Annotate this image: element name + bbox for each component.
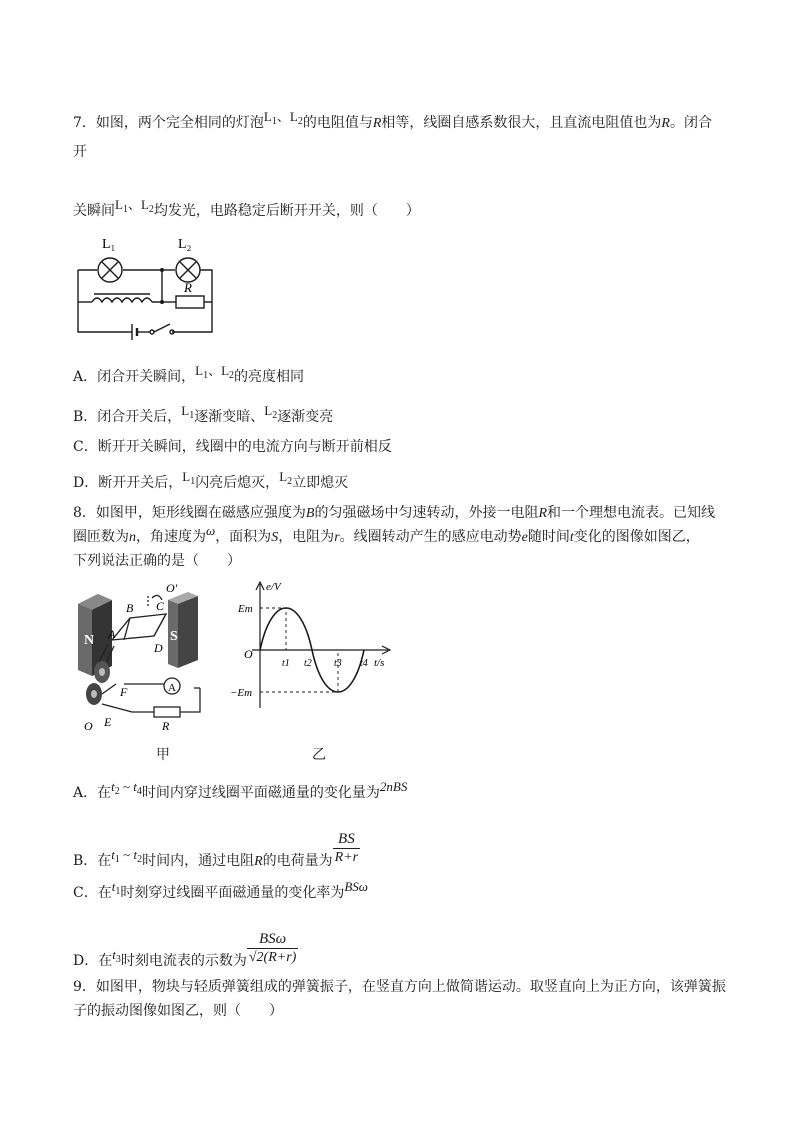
q8-option-b-fraction: $\frac{BS}{R+r}$ — [334, 831, 359, 865]
svg-text:t4: t4 — [360, 658, 368, 669]
caption-yi: 乙 — [312, 747, 326, 763]
caption-jia: 甲 — [156, 747, 170, 763]
q8-stem-line3: 下列说法正确的是（ ） — [73, 553, 241, 569]
svg-text:t1: t1 — [282, 658, 290, 669]
q8-option-d: D．在$t_3$时刻电流表的示数为 $\frac{\text{BSω}}{√2(R+r)}$ — [73, 931, 297, 969]
svg-text:F: F — [120, 685, 128, 699]
q7-option-c: C．断开开关瞬间，线圈中的电流方向与断开前相反 — [73, 439, 392, 455]
q8-option-a: A．在$t_2$ ~ $t_4$时间内穿过线圈平面磁通量的变化量为2nBS — [73, 779, 408, 801]
q8-option-c: C．在$t_1$时刻穿过线圈平面磁通量的变化率为BSω — [73, 879, 368, 901]
q7-option-a: A．闭合开关瞬间，$L_1$、$L_2$的亮度相同 — [73, 363, 305, 385]
svg-text:O': O' — [166, 581, 178, 595]
svg-text:C: C — [156, 599, 165, 613]
svg-text:B: B — [126, 601, 134, 615]
svg-text:A: A — [168, 682, 176, 694]
svg-text:Em: Em — [238, 603, 253, 615]
q7-stem-line3: 关瞬间$L_1$、$L_2$均发光，电路稳定后断开开关，则（ ） — [73, 197, 420, 219]
svg-text:S: S — [170, 629, 178, 644]
q8-figure-jia-generator — [72, 578, 222, 738]
q8-option-b: B．在$t_1$ ~ $t_2$时间内，通过电阻R的电荷量为 $\frac{BS}{R+r}$ — [73, 831, 359, 869]
q7-stem-line1: 7．如图，两个完全相同的灯泡$L_1$、$L_2$的电阻值与R相等，线圈自感系数很大，且直流电阻值也为R。闭合 — [73, 109, 712, 131]
circuit-label-R: R — [184, 280, 192, 295]
svg-text:O: O — [84, 719, 93, 733]
svg-text:t2: t2 — [304, 658, 312, 669]
q7-option-b: B．闭合开关后，$L_1$逐渐变暗、$L_2$逐渐变亮 — [73, 403, 334, 425]
svg-text:t/s: t/s — [374, 657, 385, 669]
q9-stem-line1: 9．如图甲，物块与轻质弹簧组成的弹簧振子，在竖直方向上做简谐运动。取竖直向上为正方向，该弹簧振 — [73, 979, 726, 995]
svg-text:D: D — [154, 641, 163, 655]
svg-text:e/V: e/V — [266, 581, 281, 593]
circuit-label-L2: L₂ — [178, 237, 192, 252]
svg-text:E: E — [104, 715, 112, 729]
circuit-label-L1: L₁ — [102, 237, 116, 252]
svg-text:N: N — [84, 633, 95, 648]
svg-text:t3: t3 — [334, 658, 342, 669]
q8-option-d-fraction: $\frac{\text{BSω}}{√2(R+r)}$ — [248, 931, 297, 965]
q8-figure-yi-emf-graph — [228, 578, 398, 718]
svg-text:O: O — [244, 647, 253, 661]
q8-stem-line1: 8．如图甲，矩形线圈在磁感应强度为B的匀强磁场中匀速转动，外接一电阻R和一个理想电流表。已知线 — [73, 505, 716, 521]
svg-text:R: R — [162, 719, 170, 733]
q9-stem-line2: 子的振动图像如图乙，则（ ） — [73, 1003, 283, 1019]
q7-stem-line2: 开 — [73, 144, 87, 160]
svg-text:A: A — [108, 627, 116, 641]
svg-text:−Em: −Em — [230, 687, 253, 699]
q7-option-d: D．断开开关后，$L_1$闪亮后熄灭，$L_2$立即熄灭 — [73, 469, 349, 491]
q8-stem-line2: 圈匝数为n，角速度为ω，面积为S，电阻为r。线圈转动产生的感应电动势e随时间t变化的图像如图乙， — [73, 523, 700, 545]
q7-circuit-diagram — [72, 232, 222, 344]
